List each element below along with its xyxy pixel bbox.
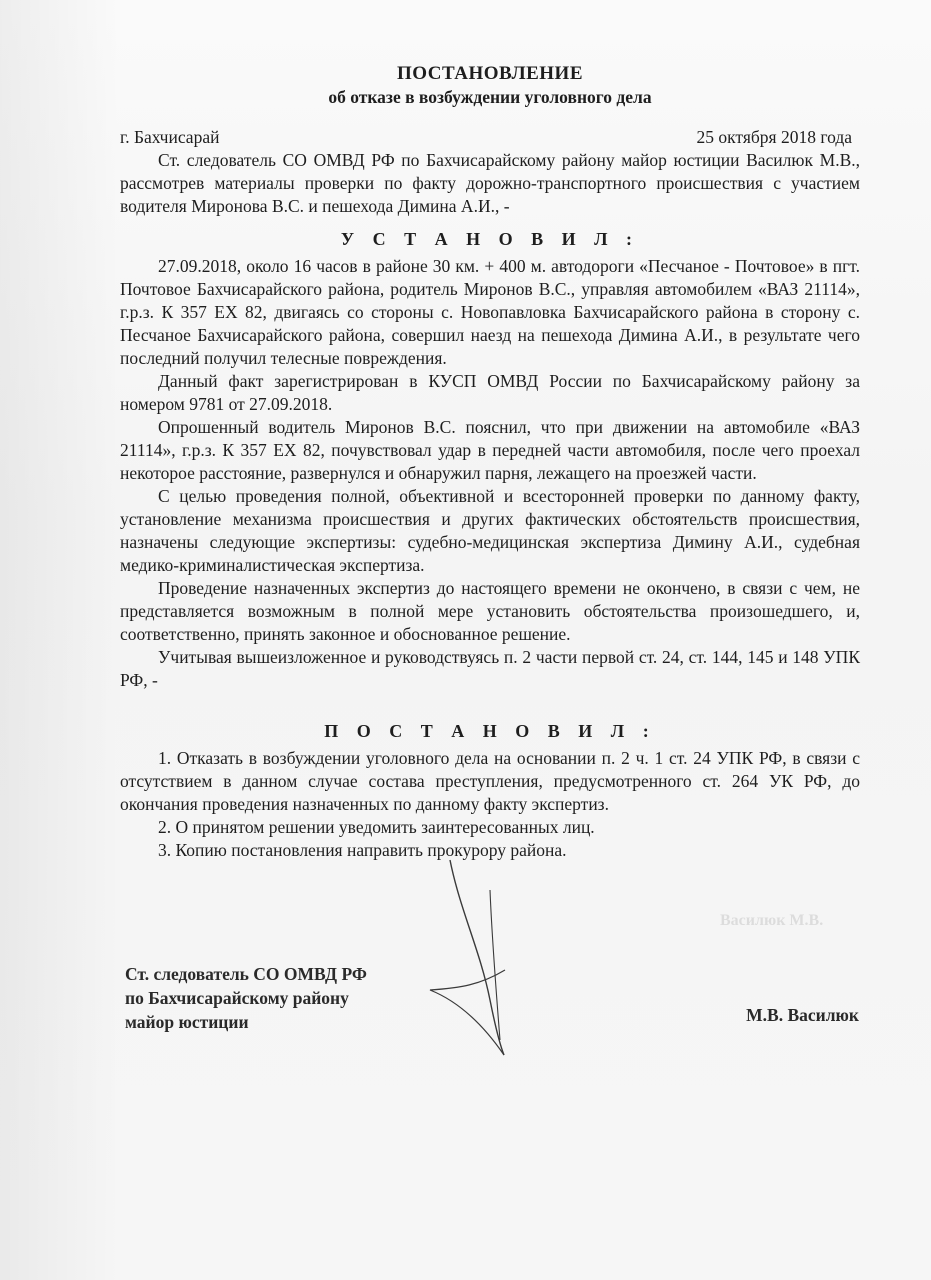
document-date: 25 октября 2018 года (696, 127, 852, 147)
established-heading: У С Т А Н О В И Л : (340, 229, 640, 249)
document-title: ПОСТАНОВЛЕНИЕ (396, 63, 584, 84)
document-place: г. Бахчисарай (120, 127, 220, 147)
decision-item: 1. Отказать в возбуждении уголовного дела на основании п. 2 ч. 1 ст. 24 УПК РФ, в связи с отсутствием в данном случае состава преступления, предусмотренного ст. 264 УК РФ, до окончания проведения назначенных по данному факту экспертиз. (120, 748, 860, 814)
established-paragraph: Опрошенный водитель Миронов В.С. пояснил, что при движении на автомобиле «ВАЗ 21114», г.р.з. К 357 ЕХ 82, почувствовал удар в передней части автомобиля, после чего проехал некоторое расстояние, развернулся и обнаружил парня, лежащего на проезжей части. (120, 417, 860, 483)
established-paragraph: 27.09.2018, около 16 часов в районе 30 км. + 400 м. автодороги «Песчаное - Почтовое» в пгт. Почтовое Бахчисарайского района, родитель Миронов В.С., управляя автомобилем «ВАЗ 21114», г.р.з. К 357 ЕХ 82, двигаясь со стороны с. Новопавловка Бахчисарайского района в сторону с. Песчаное Бахчисарайского района, совершил наезд на пешехода Димина А.И., в результате чего последний получил телесные повреждения. (120, 256, 860, 368)
signature-name: М.В. Василюк (746, 1005, 859, 1025)
bleed-through-text: Василюк М.В. (720, 912, 824, 929)
signature-rank: майор юстиции (125, 1012, 249, 1032)
signature-position: Ст. следователь СО ОМВД РФ (125, 964, 367, 984)
scan-shadow (0, 0, 120, 1280)
place-date-line (120, 126, 860, 149)
established-paragraph: Учитывая вышеизложенное и руководствуясь п. 2 части первой ст. 24, ст. 144, 145 и 148 УПК РФ, - (120, 647, 860, 690)
established-paragraph: Проведение назначенных экспертиз до настоящего времени не окончено, в связи с чем, не представляется возможным в полной мере установить обстоятельства произошедшего, и, соответственно, принять законное и обоснованное решение. (120, 578, 860, 644)
document-subtitle: об отказе в возбуждении уголовного дела (328, 87, 652, 107)
document-content (120, 62, 860, 862)
handwritten-signature-icon (420, 850, 540, 1060)
signature-department: по Бахчисарайскому району (125, 988, 349, 1008)
signature-block (125, 962, 367, 1034)
decision-item: 2. О принятом решении уведомить заинтересованных лиц. (158, 817, 595, 837)
established-paragraph: Данный факт зарегистрирован в КУСП ОМВД России по Бахчисарайскому району за номером 9781 от 27.09.2018. (120, 371, 860, 414)
established-paragraph: С целью проведения полной, объективной и всесторонней проверки по данному факту, установление механизма происшествия и других фактических обстоятельств происшествия, назначены следующие экспертизы: судебно-медицинская экспертиза Димину А.И., судебная медико-криминалистическая экспертиза. (120, 486, 860, 575)
decision-item: 3. Копию постановления направить прокурору района. (158, 840, 567, 860)
decided-heading: П О С Т А Н О В И Л : (324, 721, 656, 741)
intro-paragraph: Ст. следователь СО ОМВД РФ по Бахчисарайскому району майор юстиции Василюк М.В., рассмотрев материалы проверки по факту дорожно-транспортного происшествия с участием водителя Миронова В.С. и пешехода Димина А.И., - (120, 150, 860, 216)
